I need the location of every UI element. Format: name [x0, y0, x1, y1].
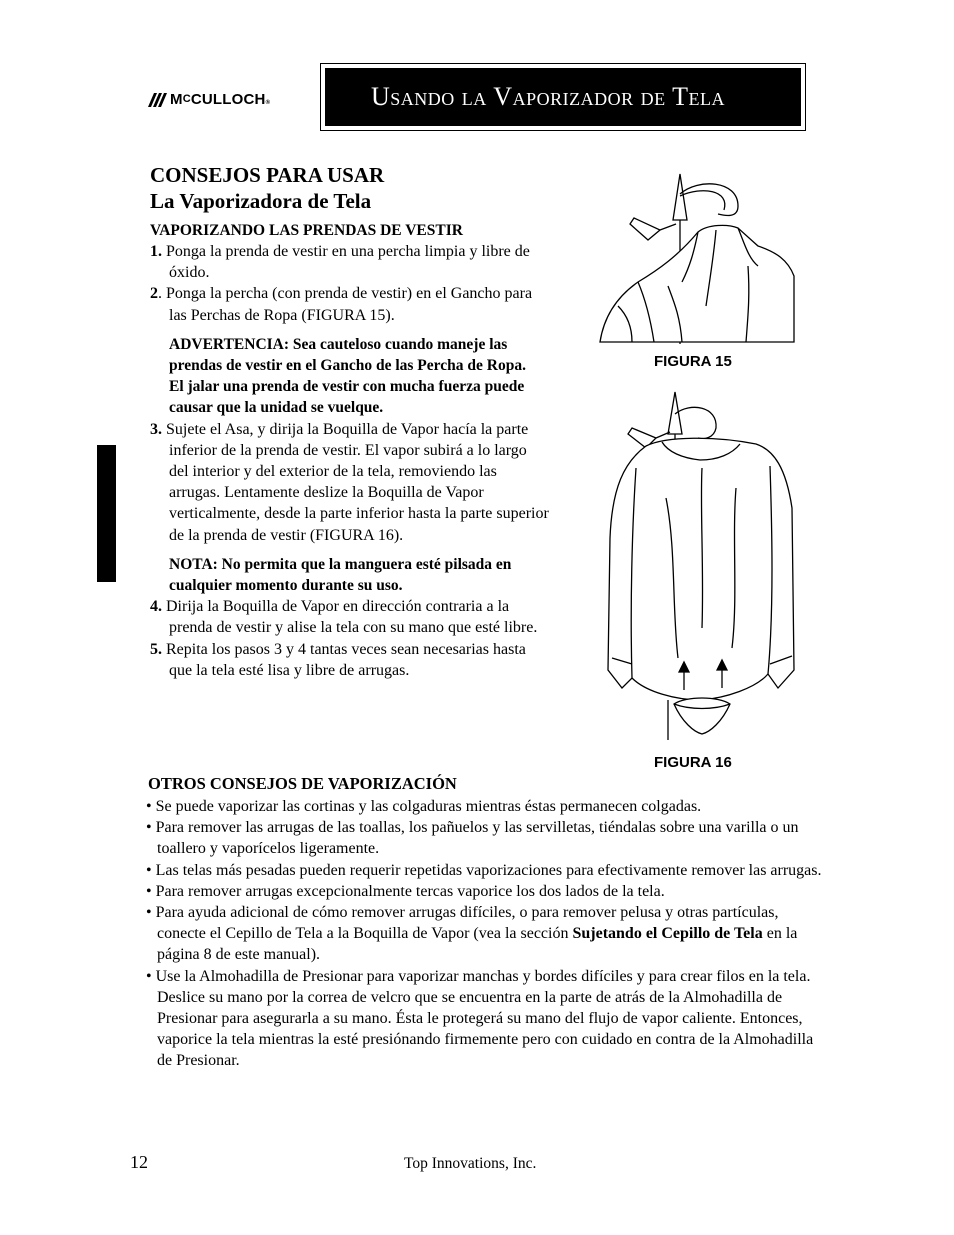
logo-wordmark: MCCULLOCH®	[170, 91, 271, 108]
step-1-cont: óxido.	[169, 264, 210, 282]
list-item: • Para ayuda adicional de cómo remover arrugas difíciles, o para remover pelusa y otras partículas, conecte el Cepillo de Tela a la Boquilla de Vapor (vea la sección Sujetando el Cepillo de Tela en la página 8 de este manual).	[146, 904, 798, 964]
garment-steaming-section	[150, 220, 600, 681]
step-2: 2. Ponga la percha (con prenda de vestir) en el Gancho para	[150, 285, 533, 303]
list-item: • Las telas más pesadas pueden requerir repetidas vaporizaciones para efectivamente remover las arrugas.	[146, 861, 822, 879]
section-1-title: VAPORIZANDO LAS PRENDAS DE VESTIR	[150, 222, 463, 239]
step-2-cont: las Perchas de Ropa (FIGURA 15).	[169, 306, 395, 324]
figure-15-illustration	[598, 166, 798, 344]
page-title-box	[320, 63, 806, 131]
step-5: 5. Repita los pasos 3 y 4 tantas veces sean necesarias hasta	[150, 640, 526, 658]
heading-line-1: CONSEJOS PARA USAR	[150, 163, 385, 187]
section-2-title: OTROS CONSEJOS DE VAPORIZACIÓN	[148, 774, 457, 793]
mcculloch-logo	[148, 90, 308, 110]
step-3: 3. Sujete el Asa, y dirija la Boquilla de Vapor hacía la parte	[150, 420, 529, 438]
list-item: • Para remover arrugas excepcionalmente tercas vaporice los dos lados de la tela.	[146, 882, 665, 900]
footer-company: Top Innovations, Inc.	[404, 1155, 537, 1172]
step-5-cont: que la tela esté lisa y libre de arrugas.	[169, 661, 410, 679]
step-3-cont: inferior de la prenda de vestir. El vapor subirá a lo largo del interior y del exterior de la tela, removiendo las arrugas. Lentamente deslize la Boquilla de Vapor verticalmente, desde la parte inferior hasta la parte superior de la prenda de vestir (FIGURA 16).	[169, 441, 549, 544]
step-4: 4. Dirija la Boquilla de Vapor en dirección contraria a la	[150, 598, 510, 616]
section-heading	[150, 162, 384, 214]
note-text: NOTA: No permita que la manguera esté pilsada en cualquier momento durante su uso.	[169, 555, 512, 595]
list-item: • Use la Almohadilla de Presionar para vaporizar manchas y bordes difíciles y para crear filos en la tela. Deslice su mano por la correa de velcro que se encuentra en la parte de atrás de la Almohadilla de Presionar para asegurarla a su mano. Ésta le protegerá su mano del flujo de vapor caliente. Entonces, vaporice la tela mientras la esté presiónando firmemente pero con cuidado en contra de la Almohadilla de Presionar.	[146, 967, 814, 1070]
page-title: Usando la Vaporizador de Tela	[325, 68, 801, 126]
figure-16-illustration	[606, 388, 796, 740]
section-tab-marker	[97, 445, 116, 582]
list-item: • Para remover las arrugas de las toallas, los pañuelos y las servilletas, tiéndalas sobre una varilla o un toallero y vaporícelos ligeramente.	[146, 819, 799, 858]
heading-line-2: La Vaporizadora de Tela	[150, 189, 372, 213]
figure-16-caption: FIGURA 16	[654, 754, 732, 771]
logo-mark-icon	[148, 92, 168, 108]
step-4-cont: prenda de vestir y alise la tela con su mano que esté libre.	[169, 619, 538, 637]
step-1: 1. Ponga la prenda de vestir en una percha limpia y libre de	[150, 243, 530, 260]
other-tips-list	[146, 796, 826, 1072]
figure-15-caption: FIGURA 15	[654, 353, 732, 370]
page-number: 12	[130, 1152, 148, 1172]
list-item: • Se puede vaporizar las cortinas y las colgaduras mientras éstas permanecen colgadas.	[146, 798, 702, 815]
warning-text: ADVERTENCIA: Sea cauteloso cuando maneje las prendas de vestir en el Gancho de las Percha de Ropa. El jalar una prenda de vestir con mucha fuerza puede causar que la unidad se vuelque.	[169, 335, 526, 417]
